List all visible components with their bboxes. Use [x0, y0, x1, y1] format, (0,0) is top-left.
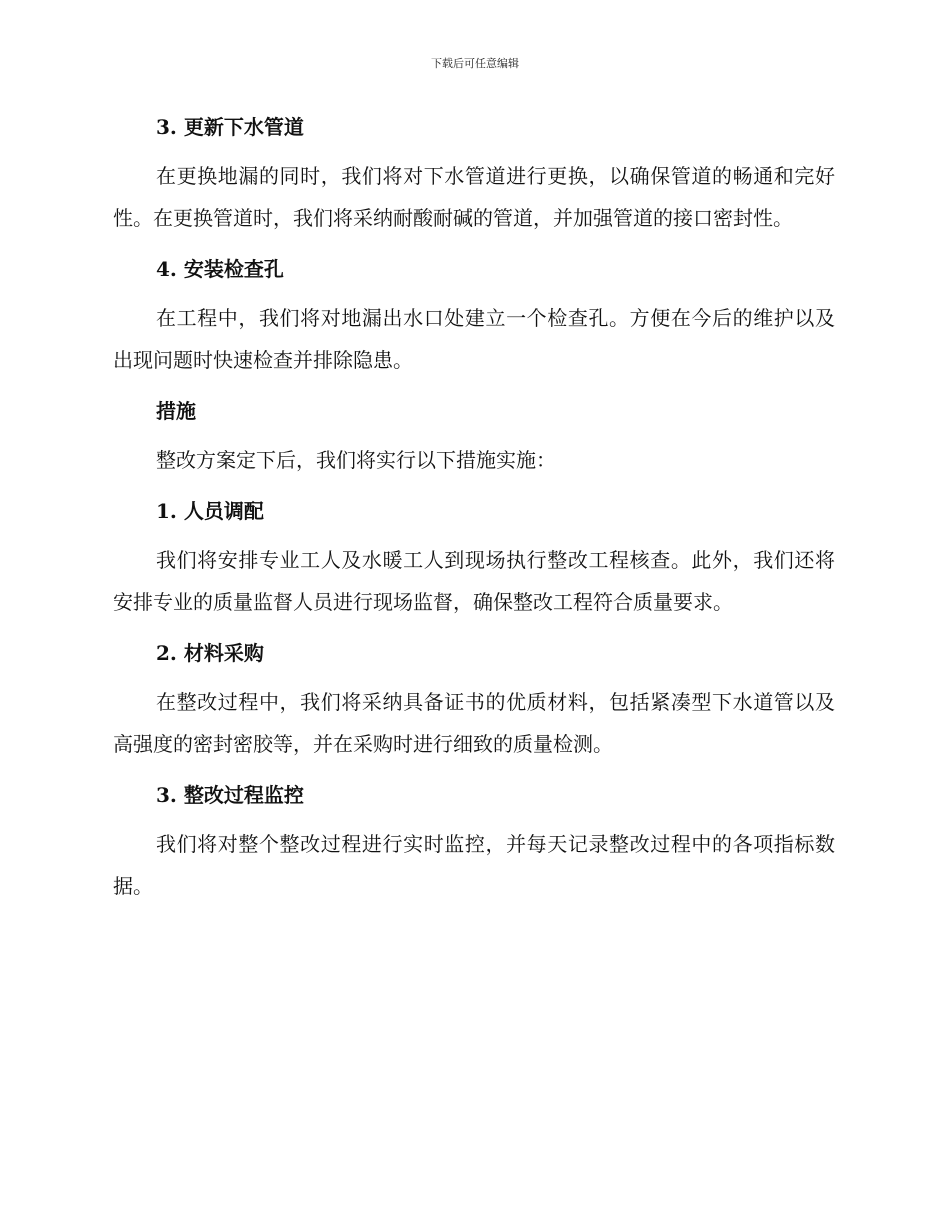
section-paragraph: 在更换地漏的同时，我们将对下水管道进行更换，以确保管道的畅通和完好性。在更换管道时，我们将采纳耐酸耐碱的管道，并加强管道的接口密封性。: [113, 164, 835, 230]
section-paragraph: 我们将安排专业工人及水暖工人到现场执行整改工程核查。此外，我们还将安排专业的质量监督人员进行现场监督，确保整改工程符合质量要求。: [113, 548, 835, 614]
header-note: 下载后可任意编辑: [431, 57, 519, 70]
section-heading: 措施: [156, 399, 196, 423]
section-heading: 4. 安装检查孔: [156, 257, 284, 281]
section-paragraph: 整改方案定下后，我们将实行以下措施实施：: [156, 448, 556, 472]
section-heading: 3. 整改过程监控: [156, 783, 304, 807]
section-heading: 2. 材料采购: [156, 641, 264, 665]
section-paragraph: 在工程中，我们将对地漏出水口处建立一个检查孔。方便在今后的维护以及出现问题时快速检查并排除隐患。: [113, 306, 835, 372]
document-body: [113, 107, 835, 907]
section-heading: 1. 人员调配: [156, 499, 264, 523]
section-paragraph: 我们将对整个整改过程进行实时监控，并每天记录整改过程中的各项指标数据。: [113, 832, 835, 898]
section-heading: 3. 更新下水管道: [156, 115, 304, 139]
section-paragraph: 在整改过程中，我们将采纳具备证书的优质材料，包括紧凑型下水道管以及高强度的密封密胶等，并在采购时进行细致的质量检测。: [113, 690, 835, 756]
